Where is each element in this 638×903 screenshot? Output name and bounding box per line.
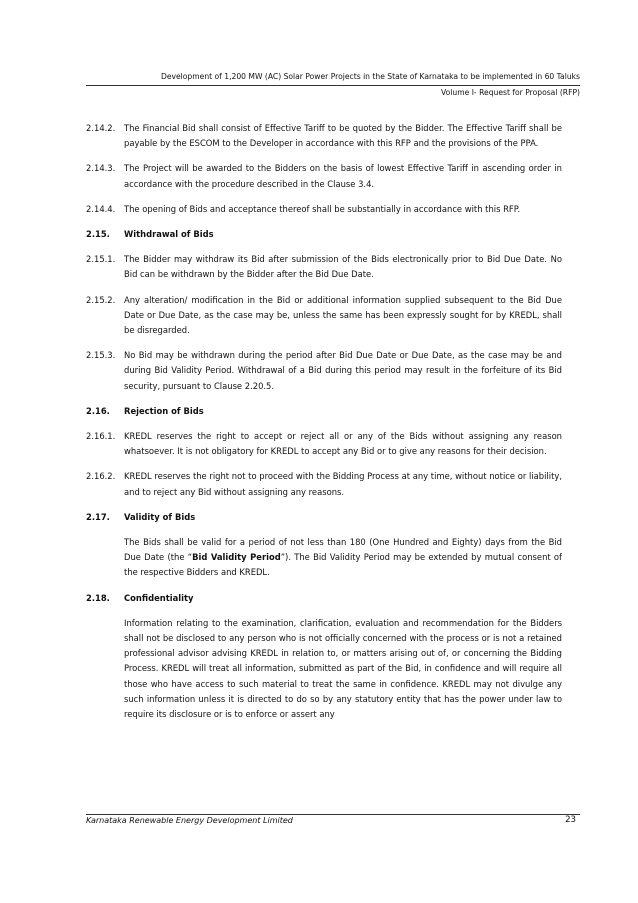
section-heading-2-15 bbox=[86, 227, 562, 242]
clause-2-14-3 bbox=[86, 161, 562, 191]
validity-paragraph bbox=[124, 535, 562, 581]
section-title: Validity of Bids bbox=[124, 511, 196, 522]
clause-text: The opening of Bids and acceptance thereof shall be substantially in accordance with this RFP. bbox=[124, 203, 521, 214]
section-number: 2.16. bbox=[86, 405, 110, 416]
clause-text: No Bid may be withdrawn during the period after Bid Due Date or Due Date, as the case may be and during Bid Validity Period. Withdrawal of a Bid during this period may result in the forfeiture of its Bid security, pursuant to Clause 2.20.5. bbox=[124, 350, 562, 391]
footer-divider bbox=[86, 814, 580, 815]
clause-2-14-4 bbox=[86, 202, 562, 217]
header-divider bbox=[86, 85, 580, 86]
clause-text: The Financial Bid shall consist of Effective Tariff to be quoted by the Bidder. The Effective Tariff shall be payable by the ESCOM to the Developer in accordance with this RFP and the provisions of the PPA. bbox=[124, 123, 562, 149]
clause-number: 2.14.2. bbox=[86, 123, 116, 133]
clause-number: 2.14.4. bbox=[86, 203, 116, 214]
section-heading-2-18 bbox=[86, 591, 562, 606]
clause-number: 2.14.3. bbox=[86, 163, 116, 174]
defined-term-bid-validity-period: Bid Validity Period bbox=[192, 552, 281, 563]
clause-text: The Project will be awarded to the Bidders on the basis of lowest Effective Tariff in ascending order in accordance with the procedure described in the Clause 3.4. bbox=[124, 163, 562, 189]
running-header-volume: Volume I- Request for Proposal (RFP) bbox=[441, 88, 580, 97]
section-heading-2-17 bbox=[86, 510, 562, 525]
clause-text: KREDL reserves the right not to proceed with the Bidding Process at any time, without notice or liability, and to reject any Bid without assigning any reasons. bbox=[124, 471, 562, 497]
clause-number: 2.15.3. bbox=[86, 350, 116, 361]
clause-2-16-2 bbox=[86, 469, 562, 499]
page-number: 23 bbox=[565, 815, 576, 825]
section-heading-2-16 bbox=[86, 404, 562, 419]
section-number: 2.17. bbox=[86, 511, 110, 522]
clause-text: The Bidder may withdraw its Bid after submission of the Bids electronically prior to Bid Due Date. No Bid can be withdrawn by the Bidder after the Bid Due Date. bbox=[124, 254, 562, 280]
section-number: 2.15. bbox=[86, 229, 110, 240]
validity-text-before: The Bids shall be valid for a period of not less than 180 (One Hundred and Eighty) days from the Bid Due Date (the “ bbox=[124, 537, 562, 563]
running-header-title: Development of 1,200 MW (AC) Solar Power Projects in the State of Karnataka to be implemented in 60 Taluks bbox=[160, 72, 580, 81]
clause-2-15-3 bbox=[86, 348, 562, 394]
clause-number: 2.15.1. bbox=[86, 254, 116, 265]
clause-2-15-2 bbox=[86, 293, 562, 339]
clause-2-16-1 bbox=[86, 429, 562, 459]
clause-number: 2.16.1. bbox=[86, 431, 116, 442]
clause-2-15-1 bbox=[86, 252, 562, 282]
section-number: 2.18. bbox=[86, 592, 110, 603]
confidentiality-paragraph: Information relating to the examination, clarification, evaluation and recommendation for the Bidders shall not be disclosed to any person who is not officially concerned with the process or is not a retained professional advisor advising KREDL in relation to, or matters arising out of, or concerning the Bidding Process. KREDL will treat all information, submitted as part of the Bid, in confidence and will require all those who have access to such material to treat the same in confidence. KREDL may not divulge any such information unless it is directed to do so by any statutory entity that has the power under law to require its disclosure or is to enforce or assert any bbox=[124, 617, 562, 720]
validity-text-after: ”). The Bid Validity Period may be extended by mutual consent of the respective Bidders and KREDL. bbox=[124, 552, 563, 578]
clause-text: KREDL reserves the right to accept or reject all or any of the Bids without assigning any reason whatsoever. It is not obligatory for KREDL to accept any Bid or to give any reasons for their decision. bbox=[124, 431, 562, 457]
clause-2-14-2 bbox=[86, 121, 562, 151]
section-title: Confidentiality bbox=[124, 592, 194, 603]
clause-number: 2.16.2. bbox=[86, 471, 116, 482]
clause-text: Any alteration/ modification in the Bid or additional information supplied subsequent to the Bid Due Date or Due Date, as the case may be, unless the same has been expressly sought for by KREDL, shall be disregarded. bbox=[124, 294, 562, 336]
page-body bbox=[86, 121, 562, 732]
section-title: Rejection of Bids bbox=[124, 405, 204, 416]
clause-number: 2.15.2. bbox=[86, 294, 116, 305]
footer-organization: Karnataka Renewable Energy Development Limited bbox=[86, 816, 293, 825]
section-title: Withdrawal of Bids bbox=[124, 229, 214, 240]
